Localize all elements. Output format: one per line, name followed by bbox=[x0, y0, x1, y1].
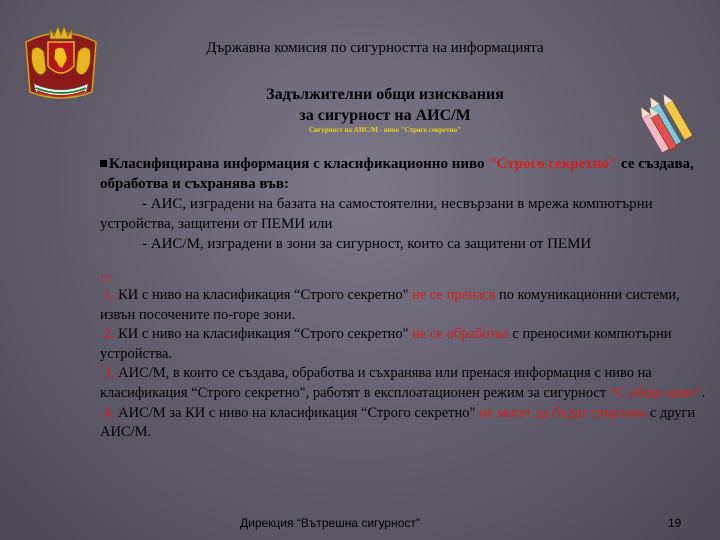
classified-info-section bbox=[100, 154, 700, 254]
rule-number: 4. bbox=[103, 404, 115, 421]
rule-text-after: с преносими компютърни устройства. bbox=[100, 326, 672, 362]
rule-item bbox=[100, 364, 710, 403]
rule-number: 3. bbox=[103, 365, 115, 382]
page-number: 19 bbox=[668, 516, 682, 530]
lead-text-after: се създава, обработва и съхранява във: bbox=[100, 156, 694, 192]
lead-level-highlight: "Строго секретно" bbox=[488, 156, 618, 172]
rule-text: КИ с ниво на класификация “Строго секретно" bbox=[114, 287, 413, 303]
rule-highlight: “С общо ниво" bbox=[609, 384, 702, 401]
slide-title-line1: Задължителни общи изисквания bbox=[266, 86, 504, 103]
rule-text: КИ с ниво на класификация “Строго секретно" bbox=[114, 326, 413, 343]
rule-text-after: . bbox=[701, 384, 706, 401]
bulgarian-coat-of-arms-icon bbox=[22, 22, 100, 104]
rule-text-after: по комуникационни системи, извън посочените по-горе зони. bbox=[100, 287, 680, 323]
rule-highlight: не могат да бъдат свързани bbox=[479, 404, 647, 421]
rule-number: 2. bbox=[103, 326, 115, 343]
list-item-text: - АИС, изградени на базата на самостоятелни, несвързани в мрежа компютърни устройства, защитени от ПЕМИ или bbox=[100, 196, 653, 232]
slide-title-line2: за сигурност на АИС/М bbox=[299, 107, 471, 124]
rule-text-after: с други АИС/М. bbox=[100, 404, 696, 441]
rule-highlight: не се обработва bbox=[412, 326, 509, 343]
rule-item bbox=[100, 286, 710, 325]
rule-text: АИС/М, в които се създава, обработва и съхранява или пренася информация с ниво на класификация “Строго секретно", работят в експлоатационен режим за сигурност bbox=[100, 365, 652, 401]
footer-department: Дирекция “Вътрешна сигурност” bbox=[240, 516, 420, 530]
slide-title bbox=[220, 84, 550, 126]
section1-lead bbox=[100, 154, 700, 194]
list-item bbox=[100, 234, 700, 254]
rule-highlight: не се пренася bbox=[412, 287, 496, 303]
list-item bbox=[100, 194, 700, 234]
requirements-section bbox=[100, 271, 710, 443]
exclamation-mark: !!! bbox=[100, 271, 112, 285]
lead-text-before: Класифицирана информация с класификационно ниво bbox=[109, 156, 489, 172]
list-item-text: - АИС/М, изградени в зони за сигурност, които са защитени от ПЕМИ bbox=[142, 236, 592, 252]
rule-text: АИС/М за КИ с ниво на класификация “Строго секретно" bbox=[114, 404, 480, 421]
rule-item bbox=[100, 325, 710, 364]
organization-title: Държавна комисия по сигурността на информацията bbox=[206, 40, 544, 56]
rule-item bbox=[100, 404, 710, 443]
square-bullet-icon bbox=[100, 160, 107, 167]
rule-number: 1. bbox=[103, 287, 115, 303]
pencils-icon bbox=[634, 92, 702, 154]
slide-subtitle: Сигурност на АИС/М - ниво "Строго секретно" bbox=[309, 126, 461, 134]
